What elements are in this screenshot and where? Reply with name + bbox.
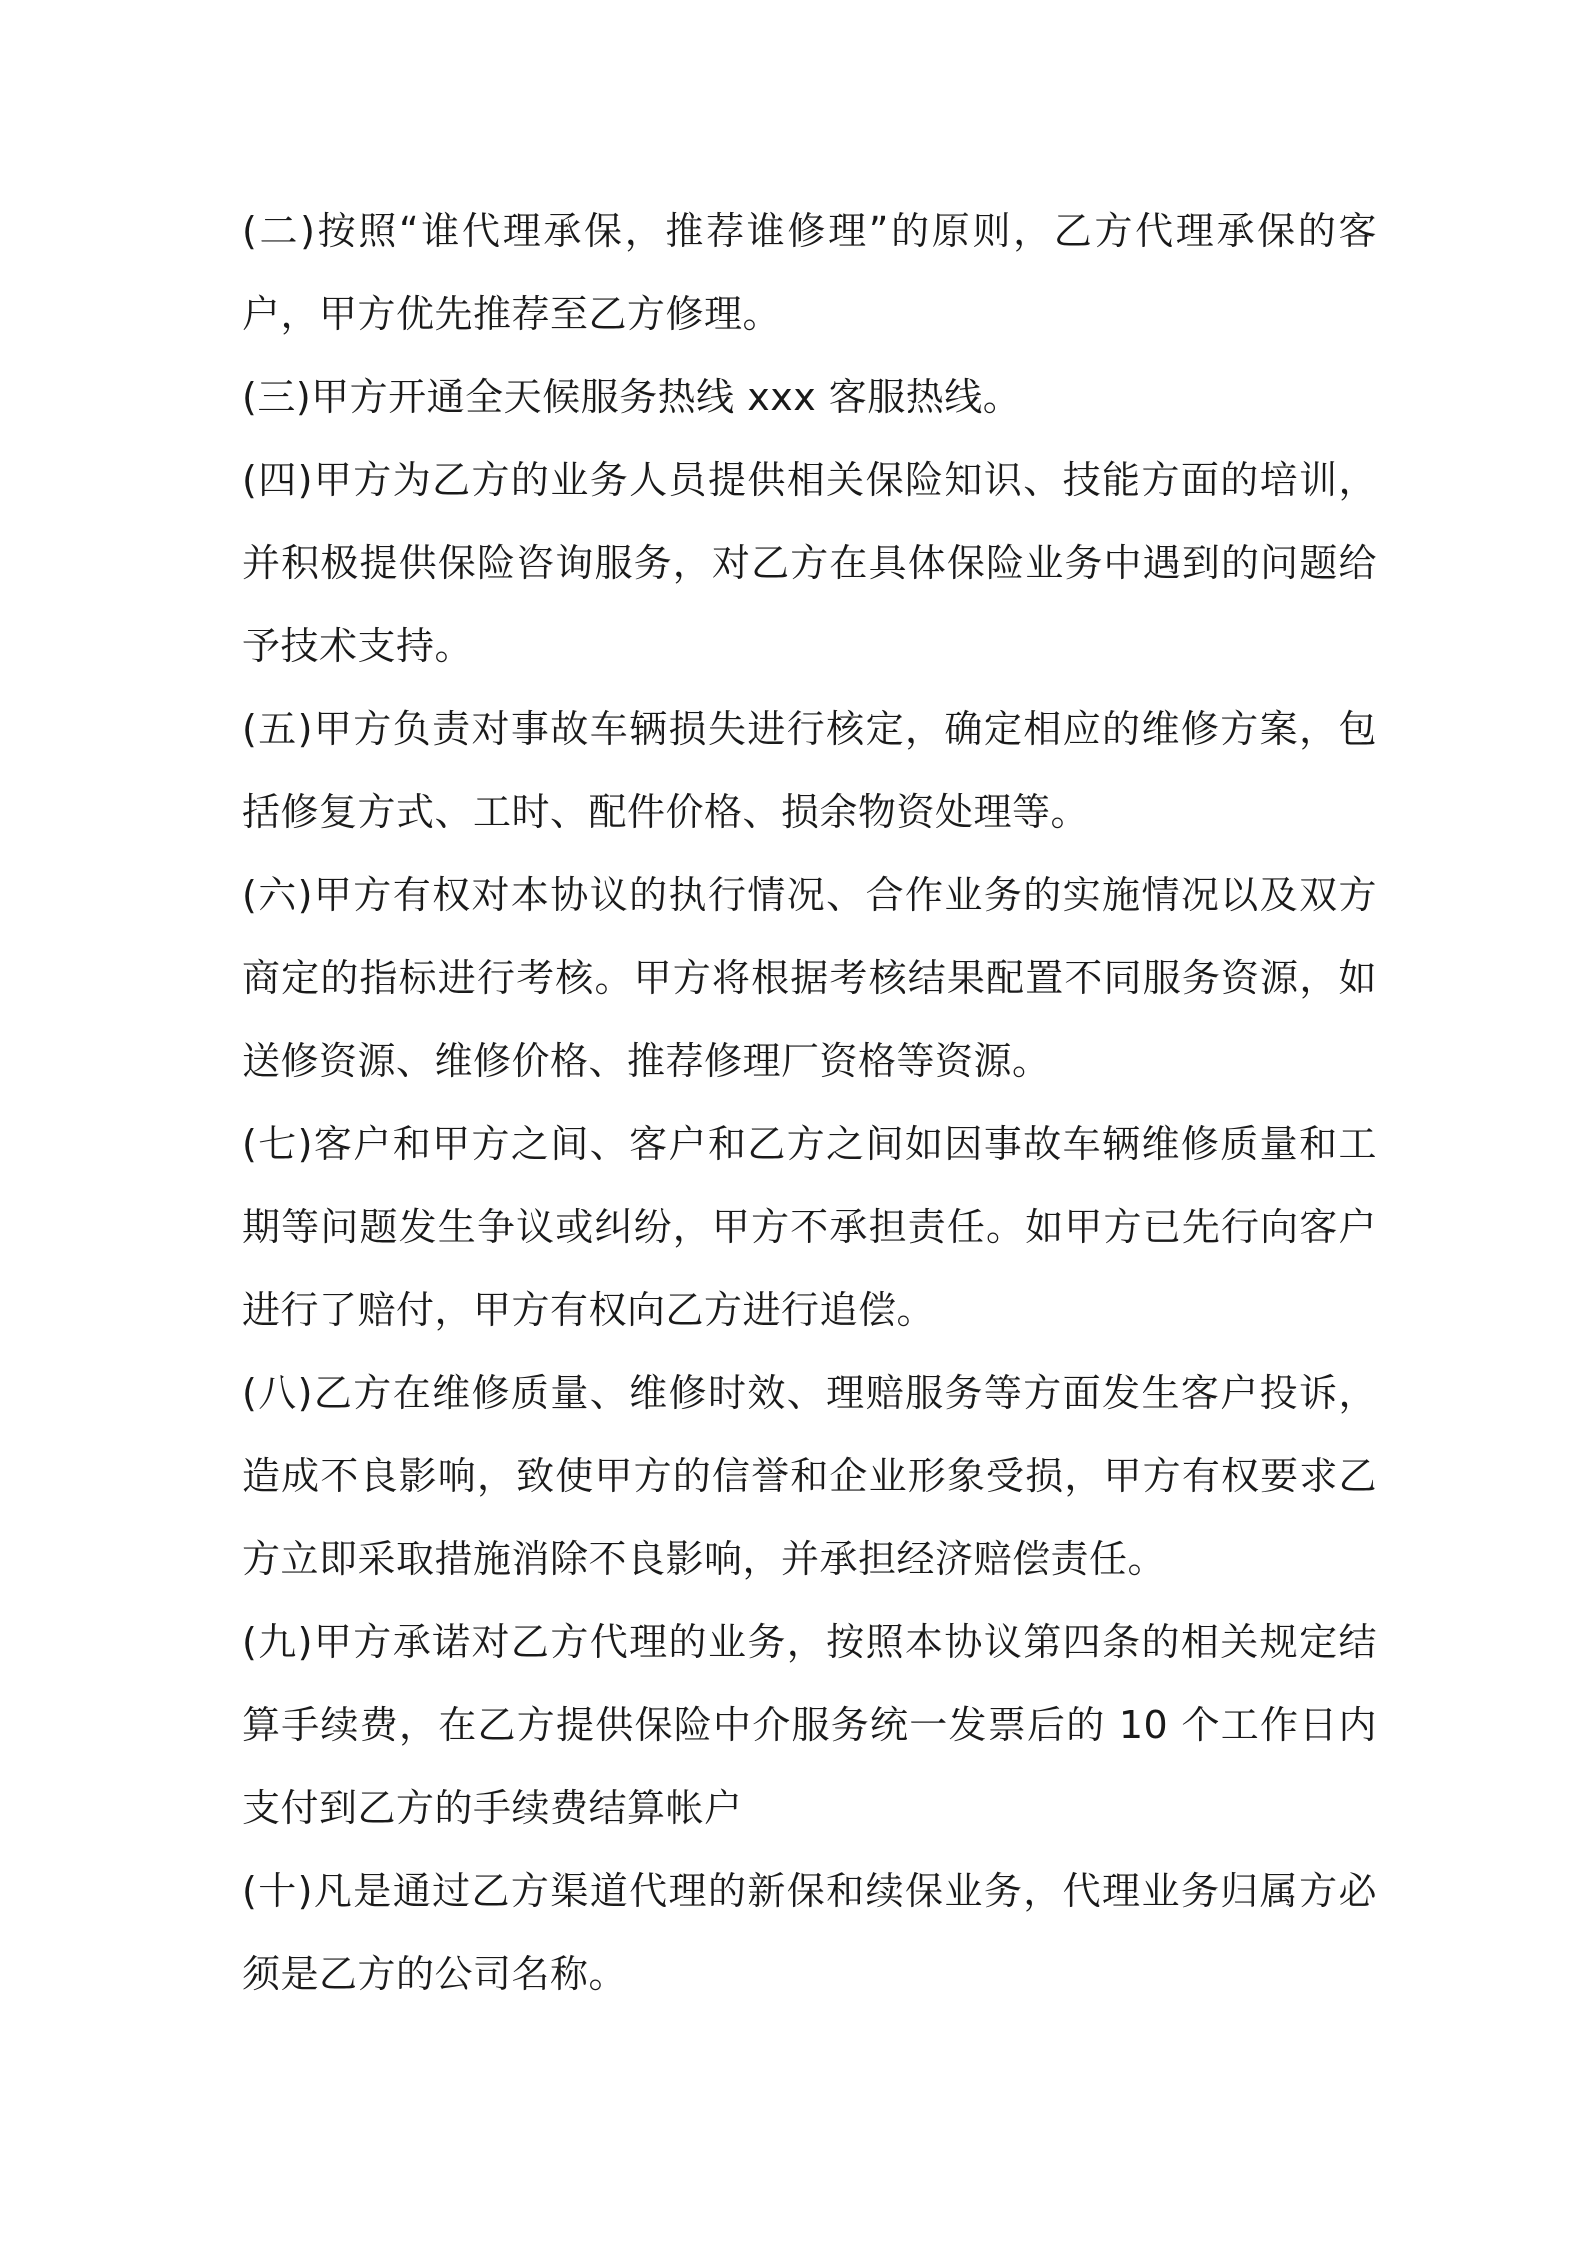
clause-9: (九)甲方承诺对乙方代理的业务，按照本协议第四条的相关规定结算手续费，在乙方提供保险中介服务统一发票后的 10 个工作日内支付到乙方的手续费结算帐户 <box>242 1620 1377 1830</box>
clause-5: (五)甲方负责对事故车辆损失进行核定，确定相应的维修方案，包括修复方式、工时、配件价格、损余物资处理等。 <box>242 707 1377 834</box>
clause-3: (三)甲方开通全天候服务热线 xxx 客服热线。 <box>242 375 1022 419</box>
clause-4: (四)甲方为乙方的业务人员提供相关保险知识、技能方面的培训，并积极提供保险咨询服务，对乙方在具体保险业务中遇到的问题给予技术支持。 <box>242 458 1377 668</box>
clause-2: (二)按照“谁代理承保，推荐谁修理”的原则，乙方代理承保的客户，甲方优先推荐至乙方修理。 <box>242 209 1377 336</box>
clause-6: (六)甲方有权对本协议的执行情况、合作业务的实施情况以及双方商定的指标进行考核。甲方将根据考核结果配置不同服务资源，如送修资源、维修价格、推荐修理厂资格等资源。 <box>242 873 1377 1083</box>
document-body <box>242 190 1377 2016</box>
clause-10: (十)凡是通过乙方渠道代理的新保和续保业务，代理业务归属方必须是乙方的公司名称。 <box>242 1869 1377 1996</box>
clause-8: (八)乙方在维修质量、维修时效、理赔服务等方面发生客户投诉，造成不良影响，致使甲方的信誉和企业形象受损，甲方有权要求乙方立即采取措施消除不良影响，并承担经济赔偿责任。 <box>242 1371 1377 1581</box>
clause-7: (七)客户和甲方之间、客户和乙方之间如因事故车辆维修质量和工期等问题发生争议或纠纷，甲方不承担责任。如甲方已先行向客户进行了赔付，甲方有权向乙方进行追偿。 <box>242 1122 1377 1332</box>
